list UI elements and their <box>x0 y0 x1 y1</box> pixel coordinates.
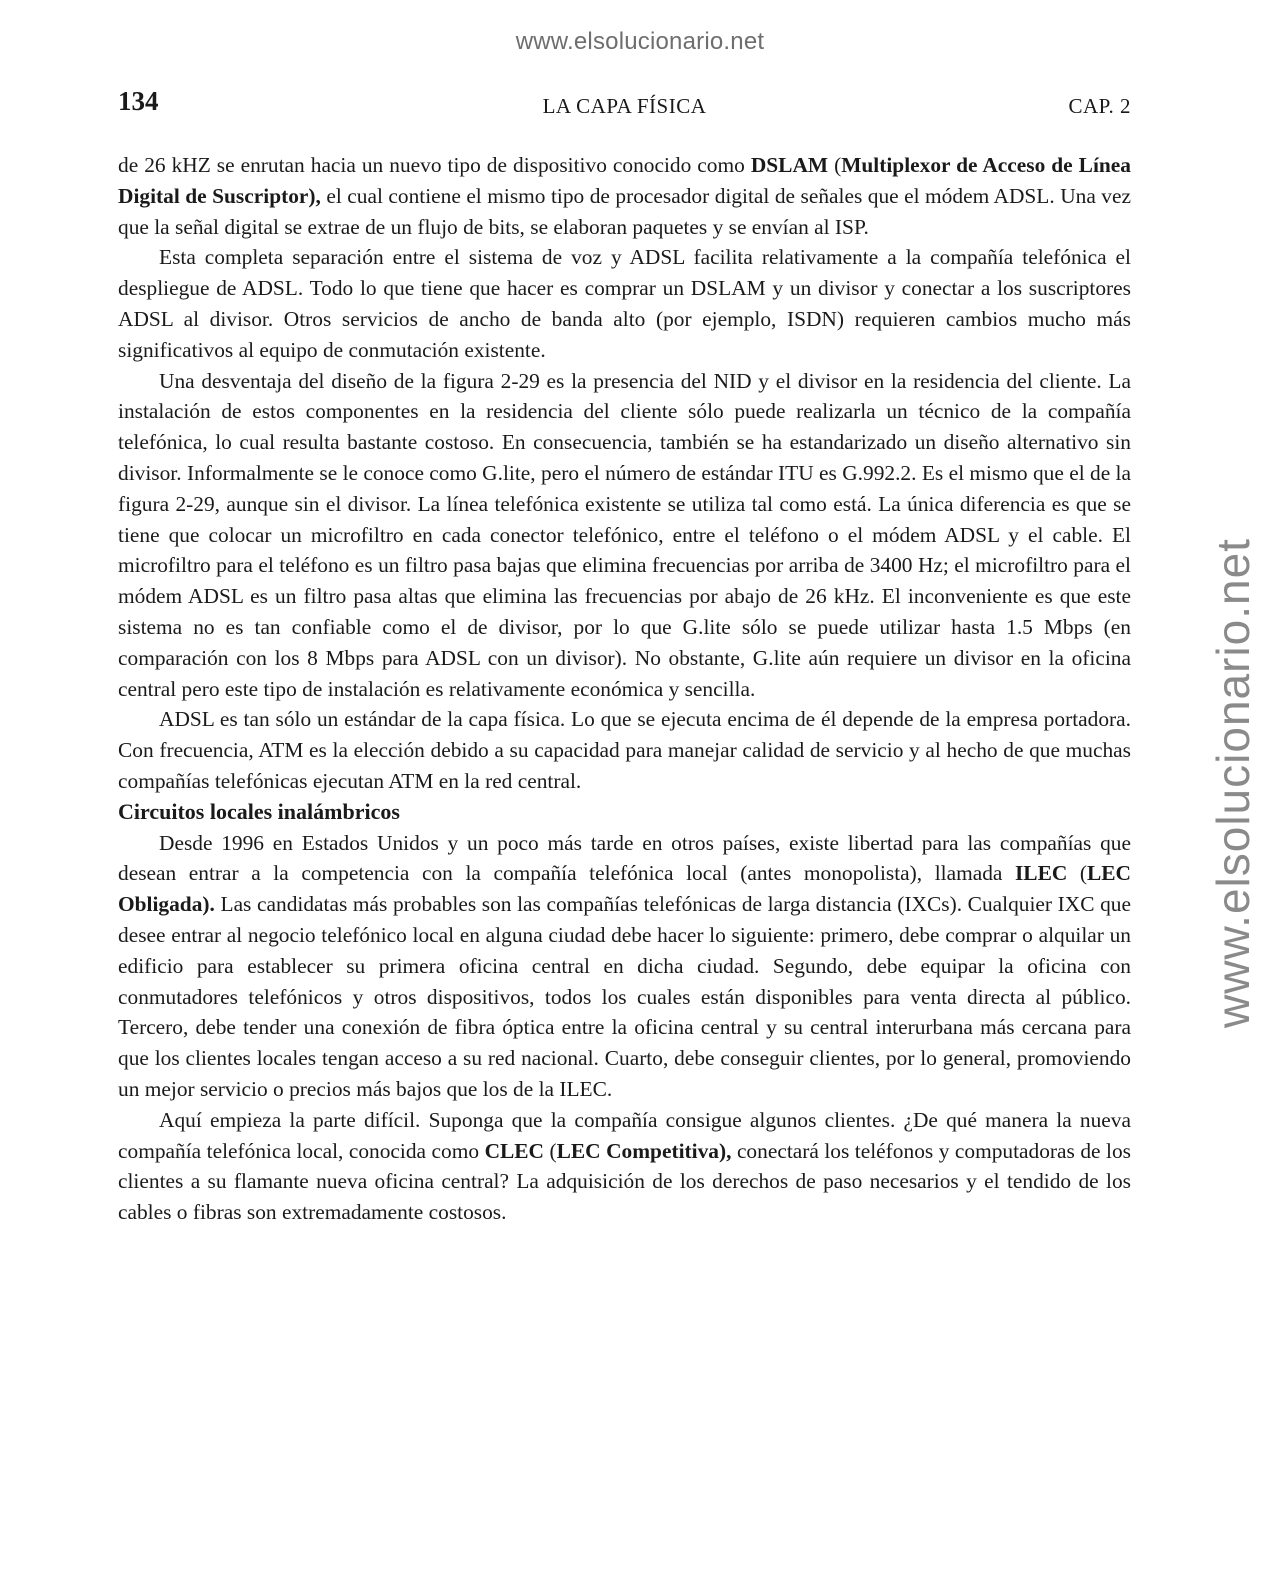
bold-term: Multiplexor de Acceso de Línea Digital de Suscriptor), <box>118 153 1131 208</box>
watermark-top: www.elsolucionario.net <box>515 28 765 55</box>
bold-term: ILEC <box>1014 861 1068 886</box>
body-text <box>118 150 1131 1228</box>
paragraph-3: Una desventaja del diseño de la figura 2-29 es la presencia del NID y el divisor en la residencia del cliente. La instalación de estos componentes en la residencia del cliente sólo puede realizarla un técnico de la compañía telefónica, lo cual resulta bastante costoso. En consecuencia, también se ha estandarizado un diseño alternativo sin divisor. Informalmente se le conoce como G.lite, pero el número de estándar ITU es G.992.2. Es el mismo que el de la figura 2-29, aunque sin el divisor. La línea telefónica existente se utiliza tal como está. La única diferencia es que se tiene que colocar un microfiltro en cada conector telefónico, entre el teléfono o el módem ADSL y el cable. El microfiltro para el teléfono es un filtro pasa bajas que elimina frecuencias por arriba de 3400 Hz; el microfiltro para el módem ADSL es un filtro pasa altas que elimina las frecuencias por abajo de 26 kHz. El inconveniente es que este sistema no es tan confiable como el de divisor, por lo que G.lite sólo se puede utilizar hasta 1.5 Mbps (en comparación con los 8 Mbps para ADSL con un divisor). No obstante, G.lite aún requiere un divisor en la oficina central pero este tipo de instalación es relativamente económica y sencilla. <box>118 368 1131 701</box>
page-header <box>118 86 1131 126</box>
paragraph-6 <box>118 1105 1131 1228</box>
text-run: Desde 1996 en Estados Unidos y un poco más tarde en otros países, existe libertad para las compañías que desean entrar a la competencia con la compañía telefónica local (antes monopolista), llamada <box>118 830 1131 886</box>
section-heading: Circuitos locales inalámbricos <box>118 798 400 824</box>
text-run: Aquí empieza la parte difícil. Suponga que la compañía consigue algunos clientes. ¿De qué manera la nueva compañía telefónica local, conocida como <box>118 1107 1131 1163</box>
text-run: conectará los teléfonos y computadoras de los clientes a su flamante nueva oficina central? La adquisición de los derechos de paso necesarios y el tendido de los cables o fibras son extremadamente costosos. <box>118 1138 1131 1225</box>
bold-term: CLEC <box>484 1138 544 1163</box>
text-run: ( <box>544 1138 557 1163</box>
text-run: ( <box>828 153 842 177</box>
page-number: 134 <box>118 86 159 116</box>
running-title: LA CAPA FÍSICA <box>542 94 707 118</box>
chapter-label: CAP. 2 <box>1068 94 1131 118</box>
bold-term: LEC Competitiva), <box>556 1138 732 1163</box>
text-run: de 26 kHZ se enrutan hacia un nuevo tipo de dispositivo conocido como <box>118 153 751 177</box>
paragraph-4: ADSL es tan sólo un estándar de la capa física. Lo que se ejecuta encima de él depende de la empresa portadora. Con frecuencia, ATM es la elección debido a su capacidad para manejar calidad de servicio y al hecho de que muchas compañías telefónicas ejecutan ATM en la red central. <box>118 707 1131 793</box>
paragraph-2: Esta completa separación entre el sistema de voz y ADSL facilita relativamente a la compañía telefónica el despliegue de ADSL. Todo lo que tiene que hacer es comprar un DSLAM y un divisor y conectar a los suscriptores ADSL al divisor. Otros servicios de ancho de banda alto (por ejemplo, ISDN) requieren cambios mucho más significativos al equipo de conmutación existente. <box>118 245 1131 362</box>
paragraph-1 <box>118 150 1131 242</box>
text-run: el cual contiene el mismo tipo de procesador digital de señales que el módem ADSL. Una vez que la señal digital se extrae de un flujo de bits, se elaboran paquetes y se envían al ISP. <box>118 183 1131 239</box>
text-run: Las candidatas más probables son las compañías telefónicas de larga distancia (IXCs). Cualquier IXC que desee entrar al negocio telefónico local en alguna ciudad debe hacer lo siguiente: primero, debe comprar o alquilar un edificio para establecer su primera oficina central en dicha ciudad. Segundo, debe equipar la oficina con conmutadores telefónicos y otros dispositivos, todos los cuales están disponibles para venta directa al público. Tercero, debe tender una conexión de fibra óptica entre la oficina central y su central interurbana más cercana para que los clientes locales tengan acceso a su red nacional. Cuarto, debe conseguir clientes, por lo general, promoviendo un mejor servicio o precios más bajos que los de la ILEC. <box>118 892 1131 1101</box>
bold-term: LEC Obligada). <box>118 861 1131 917</box>
paragraph-5 <box>118 828 1131 1105</box>
text-run: ( <box>1067 861 1087 886</box>
watermark-side: www.elsolucionario.net <box>1207 538 1259 1028</box>
bold-term: DSLAM <box>750 153 829 177</box>
